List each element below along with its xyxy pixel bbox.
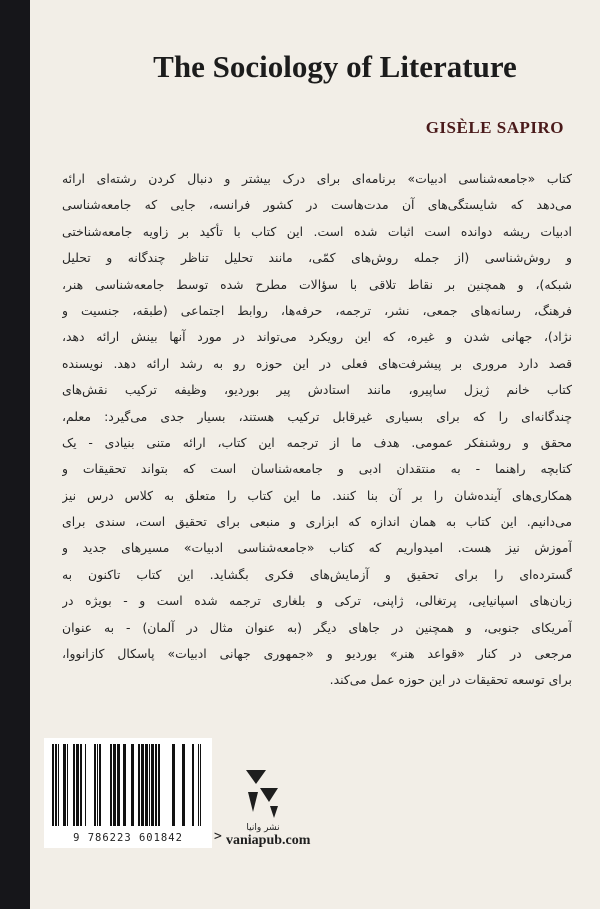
blurb-line: همکاری‌های آینده‌شان را بر آن بنا کنند. ما این کتاب را متعلق به کلاس درس نیز — [62, 487, 572, 503]
blurb-line: می‌دانیم. این کتاب به همان اندازه که ابزاری و منبعی برای تحقیق است، سندی برای — [62, 514, 572, 530]
blurb-line: مرجعی در کنار «قواعد هنر» بوردیو و «جمهوری جهانی ادبیات» پاسکال کازانووا، — [62, 646, 572, 662]
publisher-url: vaniapub.com — [226, 833, 311, 848]
barcode-box — [44, 738, 212, 848]
blurb-line: آمریکای جنوبی، و همچنین در جاهای دیگر (به عنوان مثال در آلمان) - به عنوان — [62, 619, 572, 635]
blurb-line: می‌دهد که شایستگی‌های آن مدت‌هاست در کشور فرانسه، جایی که جامعه‌شناسی — [62, 197, 572, 213]
spine-bar — [0, 0, 30, 909]
blurb-line: فرهنگ، رسانه‌های جمعی، نشر، ترجمه، حرفه‌ها، روابط اجتماعی (طبقه، جنسیت و — [62, 302, 572, 318]
blurb-line: محقق و روشنفکر عمومی. هدف ما از ترجمه این کتاب، ارائه متنی بنیادی - یک — [62, 434, 572, 450]
barcode-icon — [50, 744, 206, 826]
blurb-line: قصد دارد مروری بر پیشرفت‌های فعلی در این حوزه رو به رشد ارائه دهد. نویسنده — [62, 355, 572, 371]
blurb-line: آموزش نیز هست. امیدواریم که کتاب «جامعه‌شناسی ادبیات» مسیرهای جدید و — [62, 540, 572, 556]
blurb-text — [62, 166, 572, 694]
blurb-line: چندگانه‌ای را که برای بسیاری غیرقابل ترکیب هستند، بسیار جدی می‌گیرد: معلم، — [62, 408, 572, 424]
book-title: The Sociology of Literature — [153, 49, 517, 84]
blurb-line: ادبیات ریشه دوانده است اثبات شده است. این کتاب با تأکید بر زاویه جامعه‌شناختی — [62, 223, 572, 239]
blurb-line: شبکه)، و همچنین بر نقاط تلاقی با سؤالات مطرح شده توسط جامعه‌شناسی هنر، — [62, 276, 572, 292]
blurb-line: نژاد)، جهانی شدن و غیره، که این رویکرد می‌تواند در مورد آنها بینش ارائه دهد، — [62, 329, 572, 345]
author-name: GISÈLE SAPIRO — [425, 118, 564, 137]
barcode-arrow: > — [214, 829, 222, 844]
blurb-line: گسترده‌ای را برای تحقیق و آزمایش‌های فکری بگشاید. این کتاب تاکنون به — [62, 566, 572, 582]
blurb-line: و روش‌شناسی (از جمله روش‌های کمّی، مانند تحلیل تناظر چندگانه و تحلیل — [62, 250, 572, 266]
blurb-line: زبان‌های اسپانیایی، پرتغالی، ژاپنی، ترکی و بلغاری ترجمه شده است و - بویژه در — [62, 593, 572, 609]
isbn-number: 9 786223 601842 — [73, 832, 183, 844]
blurb-line: کتاب خانم ژیزل ساپیرو، مانند استادش پیر بوردیو، وظیفه ترکیب نقش‌های — [62, 382, 572, 398]
blurb-line: کتاب «جامعه‌شناسی ادبیات» برنامه‌ای برای درک بیشتر و دنبال کردن رشته‌ای ارائه — [62, 171, 572, 186]
blurb-line: کتابچه راهنما - به منتقدان ادبی و جامعه‌شناسان است که بتواند تحقیقات و — [62, 461, 572, 477]
publisher-logo-icon — [232, 762, 292, 822]
publisher-name: نشر وانیا — [246, 823, 280, 833]
blurb-line: برای توسعه تحقیقات در این حوزه عمل می‌کند. — [329, 672, 572, 688]
